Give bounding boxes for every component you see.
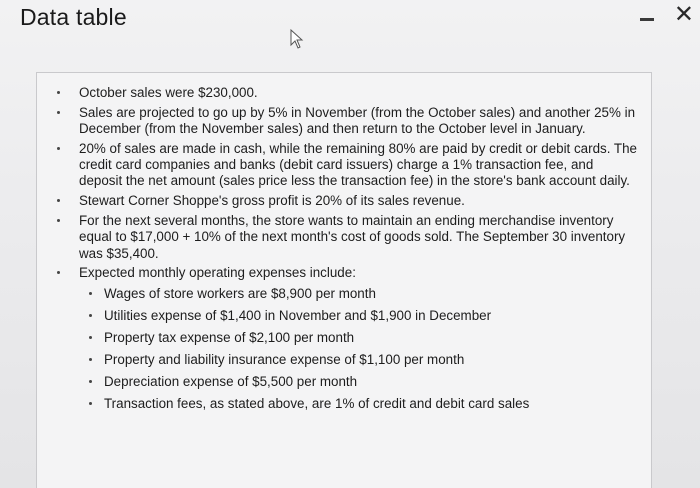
sublist-item-text: Transaction fees, as stated above, are 1% of credit and debit card sales [104,395,530,411]
operating-expenses-sublist [79,286,639,412]
list-item [37,85,639,101]
bullet-icon [57,219,60,222]
list-item-text: Expected monthly operating expenses include: [79,265,356,281]
sublist-item [79,308,639,324]
window-title: Data table [20,4,127,30]
bullet-icon [89,380,92,383]
close-icon[interactable]: ✕ [673,0,694,28]
window-controls [640,2,694,26]
sublist-item-text: Depreciation expense of $5,500 per month [104,373,358,389]
list-item [37,265,639,411]
sublist-item-text: Property and liability insurance expense of $1,100 per month [104,351,465,367]
bullet-icon [89,402,92,405]
bullet-icon [57,111,60,114]
list-item-text: For the next several months, the store wants to maintain an ending merchandise inventory equal to $17,000 + 10% of the next month's cost of goods sold. The September 30 inventory was $35,400. [79,213,626,261]
bullet-icon [57,271,60,274]
bullet-icon [57,199,60,202]
list-item [37,105,639,138]
list-item [37,213,639,262]
bullet-icon [89,336,92,339]
sublist-item-text: Property tax expense of $2,100 per month [104,329,355,345]
sublist-item [79,352,639,368]
sublist-item-text: Wages of store workers are $8,900 per month [104,285,376,301]
bullet-icon [57,147,60,150]
list-item [37,193,639,209]
sublist-item [79,374,639,390]
list-item-text: Stewart Corner Shoppe's gross profit is 20% of its sales revenue. [79,193,465,209]
mouse-pointer-icon [288,28,308,50]
bullet-icon [89,292,92,295]
list-item-text: October sales were $230,000. [79,85,258,100]
sublist-item [79,330,639,346]
list-item-text: Sales are projected to go up by 5% in November (from the October sales) and another 25% in December (from the November sales) and then return to the October level in January. [79,104,636,137]
bullet-icon [57,91,60,94]
list-item-text: 20% of sales are made in cash, while the remaining 80% are paid by credit or debit cards. The credit card companies and banks (debit card issuers) charge a 1% transaction fee, and deposit the net amount (sales price less the transaction fee) in the store's bank account daily. [79,140,637,189]
sublist-item-text: Utilities expense of $1,400 in November and $1,900 in December [104,307,492,323]
sublist-item [79,396,639,412]
minimize-icon[interactable] [640,18,654,21]
bullet-icon [89,358,92,361]
list-item [37,141,639,190]
bullet-icon [89,314,92,317]
sublist-item [79,286,639,302]
data-table-content [36,72,652,488]
data-list [37,73,651,418]
